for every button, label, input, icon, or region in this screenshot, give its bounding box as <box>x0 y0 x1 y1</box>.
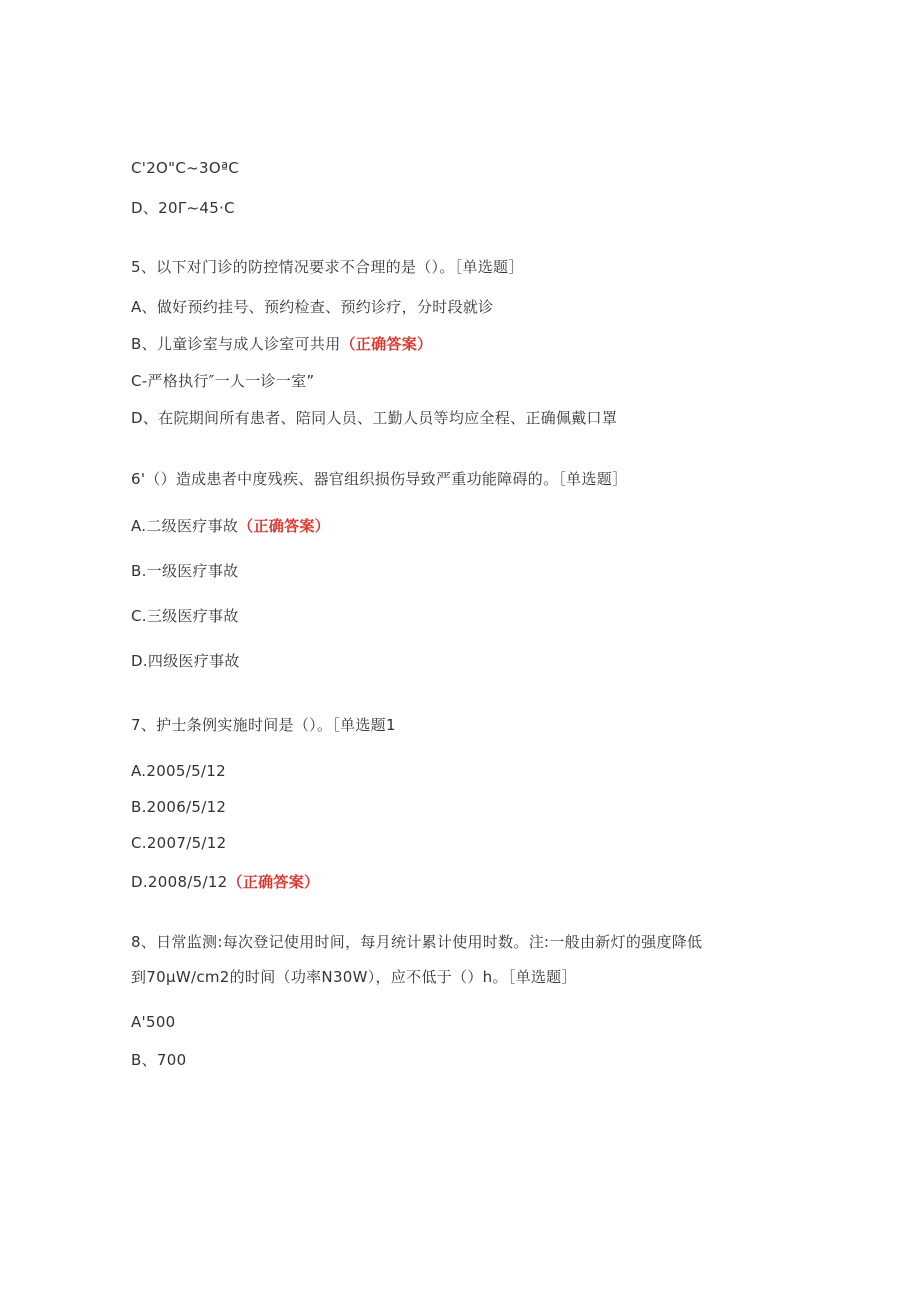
option-line: D、在院期间所有患者、陪同人员、工勤人员等均应全程、正确佩戴口罩 <box>131 409 618 427</box>
option-line: C.三级医疗事故 <box>131 607 239 625</box>
question-line: 8、日常监测:每次登记使用时间，每月统计累计使用时数。注:一般由新灯的强度降低 <box>131 933 703 951</box>
option-line: D、20Γ~45·C <box>131 199 235 217</box>
option-line: A.2005/5/12 <box>131 762 226 780</box>
option-line: B.一级医疗事故 <box>131 562 239 580</box>
option-line: D.2008/5/12（正确答案） <box>131 873 320 891</box>
question-line: 5、以下对门诊的防控情况要求不合理的是（）。［单选题］ <box>131 258 524 276</box>
correct-answer-mark: （正确答案） <box>227 873 320 891</box>
option-line: C'2O"C~3OªC <box>131 159 240 177</box>
option-line: B、700 <box>131 1051 187 1069</box>
option-line: B、儿童诊室与成人诊室可共用（正确答案） <box>131 335 433 353</box>
option-line: A'500 <box>131 1013 176 1031</box>
correct-answer-mark: （正确答案） <box>340 335 433 353</box>
option-line: A、做好预约挂号、预约检查、预约诊疗，分时段就诊 <box>131 298 494 316</box>
question-line-continued: 到70μW∕cm2的时间（功率N30W），应不低于（）h。［单选题］ <box>131 968 577 986</box>
option-line: A.二级医疗事故（正确答案） <box>131 517 330 535</box>
correct-answer-mark: （正确答案） <box>238 517 330 535</box>
option-line: C.2007/5/12 <box>131 834 227 852</box>
option-line: D.四级医疗事故 <box>131 652 240 670</box>
question-line: 6'（）造成患者中度残疾、器官组织损伤导致严重功能障碍的。［单选题］ <box>131 470 628 488</box>
option-line: C-严格执行″一人一诊一室” <box>131 372 315 390</box>
question-line: 7、护士条例实施时间是（）。［单选题1 <box>131 716 396 734</box>
option-line: B.2006/5/12 <box>131 798 227 816</box>
